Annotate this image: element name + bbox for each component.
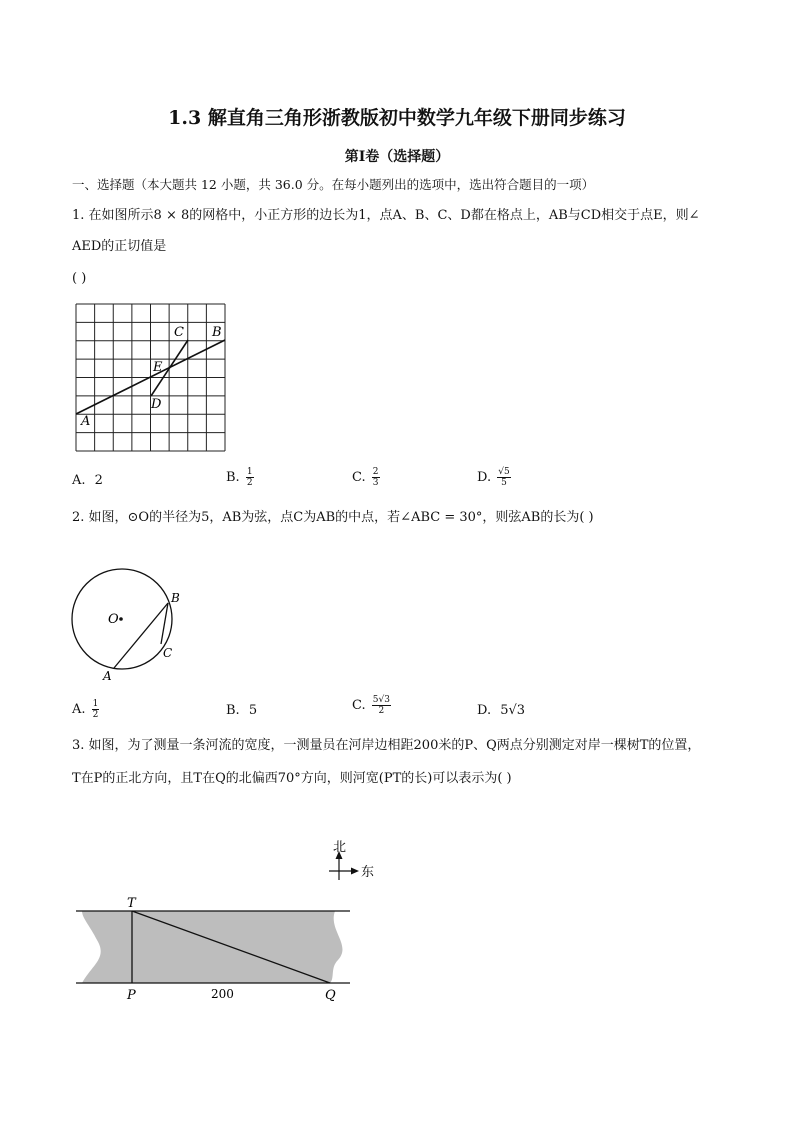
option-prefix: A.: [72, 702, 86, 717]
label-distance: 200: [211, 987, 234, 1001]
q1-option-d[interactable]: [477, 467, 511, 488]
chord-ab: [114, 603, 168, 668]
label-e: E: [153, 360, 163, 375]
label-c: C: [174, 325, 184, 340]
q3-text-line1: 3. 如图，为了测量一条河流的宽度，一测量员在河岸边相距200米的P、Q两点分别测定对岸一棵树T的位置，: [72, 738, 701, 753]
numerator: 1: [246, 467, 253, 477]
q2-text: 2. 如图，⊙O的半径为5，AB为弦，点C为AB的中点，若∠ABC = 30°，则弦AB的长为( ): [72, 510, 594, 525]
label-c: C: [163, 646, 173, 660]
option-value: 2: [94, 473, 103, 488]
numerator: √5: [498, 467, 510, 477]
label-north: 北: [333, 840, 347, 855]
q2-option-b[interactable]: [226, 702, 257, 720]
option-prefix: D.: [477, 470, 492, 485]
option-prefix: B.: [226, 703, 240, 718]
center-dot: [119, 617, 123, 621]
river-area: [82, 911, 342, 983]
q3-river-figure: [70, 832, 390, 1008]
denominator: 3: [372, 478, 379, 488]
q1-grid-figure: [70, 296, 232, 456]
q2-option-c[interactable]: [352, 695, 391, 716]
q1-text-line1: 1. 在如图所示8 × 8的网格中，小正方形的边长为1，点A、B、C、D都在格点上，AB与CD相交于点E，则∠: [72, 208, 700, 223]
q1-answer-paren: ( ): [72, 271, 87, 286]
q2-circle-figure: [64, 560, 194, 684]
q3-text-line2: T在P的正北方向，且T在Q的北偏西70°方向，则河宽(PT的长)可以表示为( ): [72, 771, 512, 786]
label-east: 东: [361, 865, 375, 880]
label-a: A: [103, 669, 112, 683]
page-title: 1.3 解直角三角形浙教版初中数学九年级下册同步练习: [168, 107, 626, 129]
fraction: [372, 695, 391, 716]
label-a: A: [81, 414, 91, 429]
q2-option-a[interactable]: [72, 699, 99, 720]
numerator: 2: [372, 467, 379, 477]
q1-option-a[interactable]: [72, 472, 103, 490]
east-arrow-icon: [351, 868, 359, 875]
fraction: [372, 467, 380, 488]
label-b: B: [212, 325, 222, 340]
label-p: P: [127, 988, 136, 1003]
label-q: Q: [325, 988, 336, 1003]
denominator: 2: [378, 706, 385, 716]
denominator: 5: [501, 478, 507, 488]
option-prefix: A.: [72, 473, 86, 488]
numerator: 5√3: [372, 695, 390, 705]
section-subtitle: 第I卷（选择题）: [344, 149, 450, 165]
denominator: 2: [246, 478, 253, 488]
option-value: 5: [248, 703, 258, 718]
label-d: D: [151, 397, 162, 412]
label-t: T: [127, 896, 136, 911]
q1-option-b[interactable]: [226, 467, 254, 488]
option-value: 5√3: [500, 703, 526, 718]
numerator: 1: [92, 699, 99, 709]
section-heading: 一、选择题（本大题共 12 小题，共 36.0 分。在每小题列出的选项中，选出符合题目的一项）: [72, 177, 595, 192]
label-b: B: [171, 591, 180, 605]
option-prefix: C.: [352, 470, 366, 485]
label-o: O: [108, 612, 119, 627]
denominator: 2: [92, 710, 99, 720]
fraction: [246, 467, 254, 488]
option-prefix: B.: [226, 470, 240, 485]
q2-option-d[interactable]: [477, 702, 525, 720]
option-prefix: D.: [477, 703, 492, 718]
q1-text-line2: AED的正切值是: [72, 239, 167, 254]
fraction: [497, 467, 510, 488]
fraction: [92, 699, 100, 720]
option-prefix: C.: [352, 698, 366, 713]
q1-option-c[interactable]: [352, 467, 380, 488]
